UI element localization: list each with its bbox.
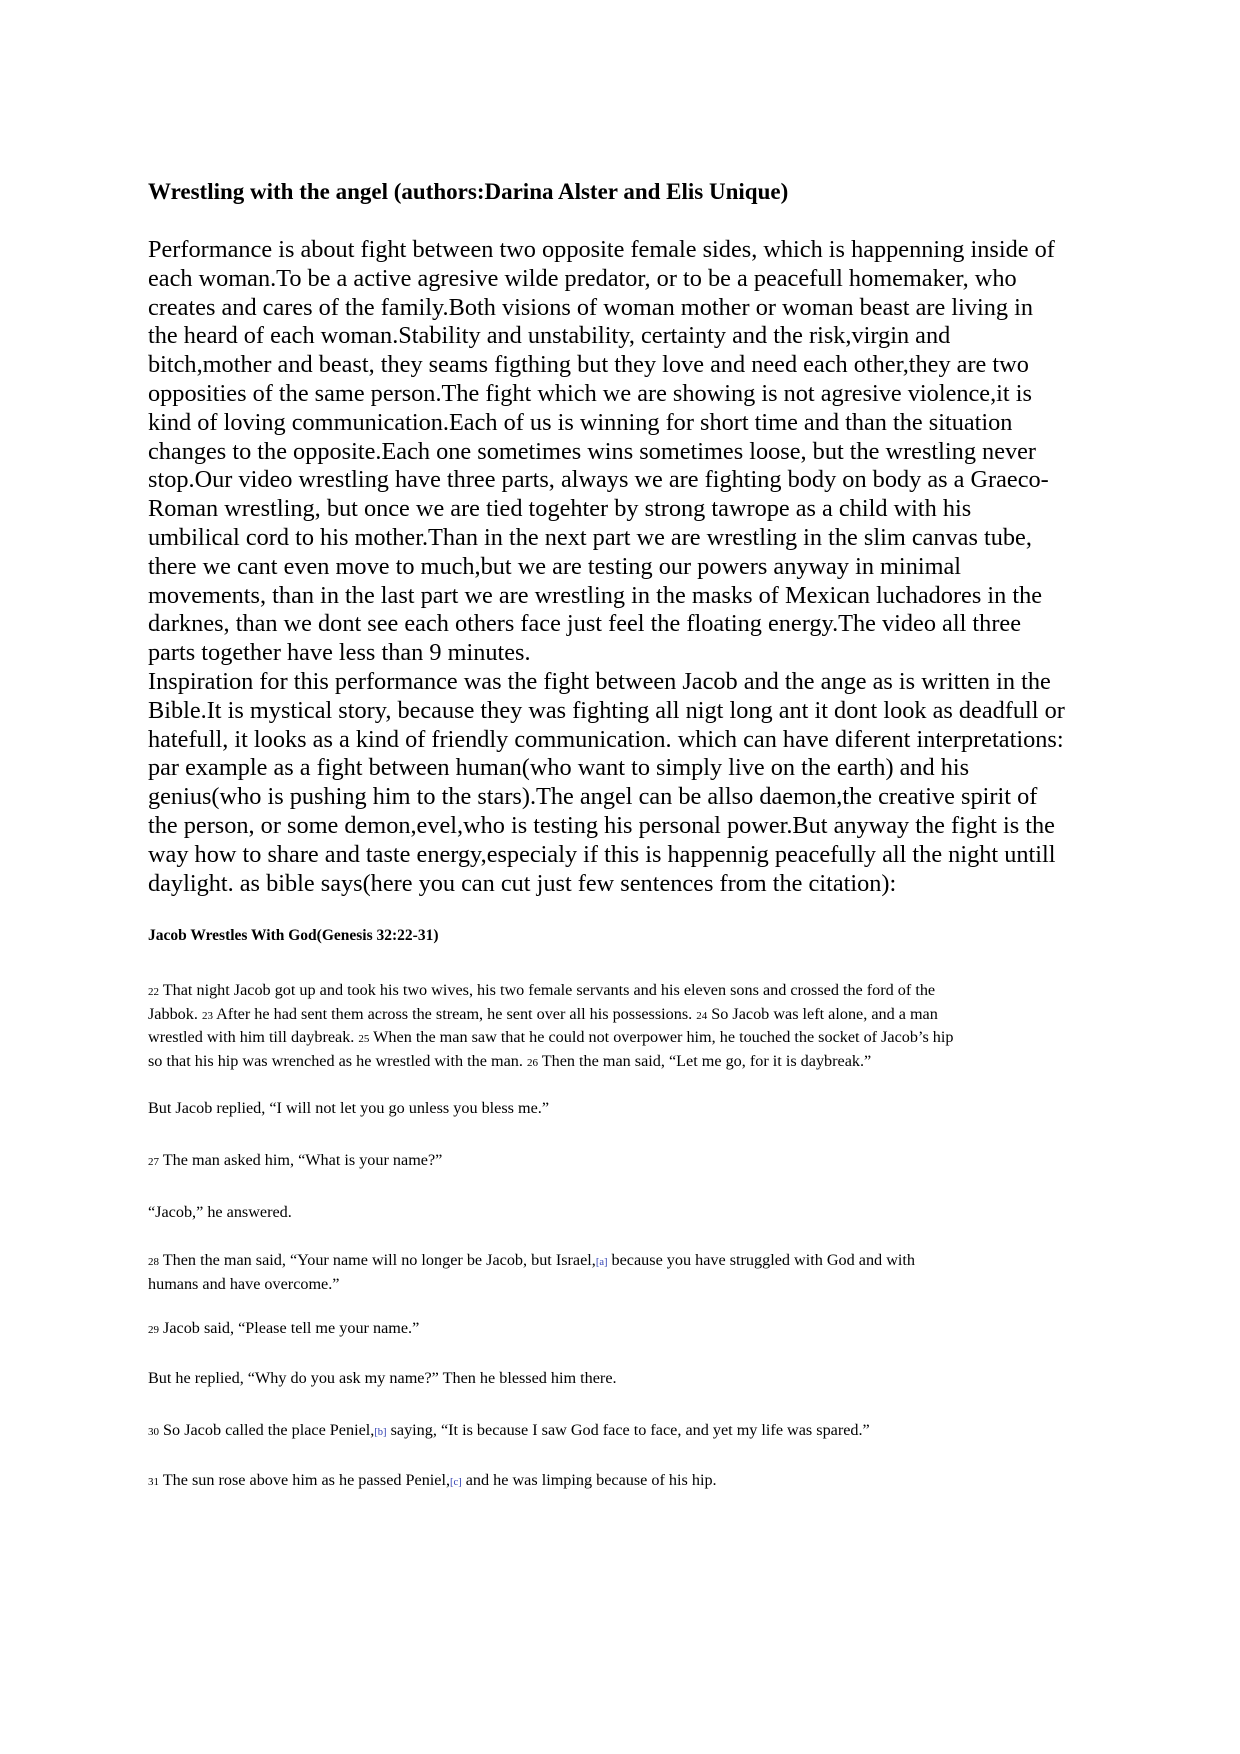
verse-text: wrestled with him till daybreak. xyxy=(148,1028,359,1047)
verse-30 xyxy=(148,1420,1128,1444)
verse-text: Then the man said, “Your name will no longer be Jacob, but Israel, xyxy=(162,1251,596,1269)
body-line: way how to share and taste energy,especialy if this is happennig peacefully all the night untill xyxy=(148,840,1056,868)
verse-text: saying, “It is because I saw God face to face, and yet my life was spared.” xyxy=(386,1421,870,1439)
verse-text: So Jacob was left alone, and a man xyxy=(711,1004,938,1023)
body-line: Bible.It is mystical story, because they was fighting all nigt long ant it dont look as deadfull or xyxy=(148,696,1065,724)
verse-text: Then the man said, “Let me go, for it is daybreak.” xyxy=(541,1051,872,1070)
verse-text: and he was limping because of his hip. xyxy=(461,1471,717,1489)
verse-text: So Jacob called the place Peniel, xyxy=(163,1421,375,1439)
verse-number: 25 xyxy=(358,1033,370,1046)
verse-number: 28 xyxy=(148,1256,159,1268)
body-line: genius(who is pushing him to the stars).The angel can be allso daemon,the creative spirit of xyxy=(148,783,1038,811)
reply-line: But Jacob replied, “I will not let you go unless you bless me.” xyxy=(148,1099,550,1117)
body-line: darknes, than we dont see each others face just feel the floating energy.The video all three xyxy=(148,610,1021,638)
body-line: opposities of the same person.The fight which we are showing is not agresive violence,it is xyxy=(148,379,1032,407)
verse-27 xyxy=(148,1150,1128,1174)
body-text xyxy=(148,236,1128,898)
verse-text: so that his hip was wrenched as he wrestled with the man. xyxy=(148,1051,527,1070)
verse-number: 31 xyxy=(148,1476,159,1488)
scripture-heading: Jacob Wrestles With God(Genesis 32:22-31) xyxy=(148,927,439,944)
verse-text: Jabbok. xyxy=(148,1004,202,1023)
body-line: par example as a fight between human(who want to simply live on the earth) and his xyxy=(148,754,970,782)
verse-text: That night Jacob got up and took his two wives, his two female servants and his eleven sons and crossed the ford of the xyxy=(162,981,936,999)
body-line: kind of loving communication.Each of us is winning for short time and than the situation xyxy=(148,408,1013,436)
body-line: the heard of each woman.Stability and unstability, certainty and the risk,virgin and xyxy=(148,322,951,350)
verse-text: The man asked him, “What is your name?” xyxy=(162,1151,443,1169)
body-line: hatefull, it looks as a kind of friendly communication. which can have diferent interpretations: xyxy=(148,725,1064,753)
verse-text: because you have struggled with God and with xyxy=(607,1251,915,1269)
footnote-link-a[interactable]: [a] xyxy=(595,1257,608,1268)
body-line: there we cant even move to much,but we are testing our powers anyway in minimal xyxy=(148,552,962,580)
body-line: bitch,mother and beast, they seams figthing but they love and need each other,they are two xyxy=(148,351,1029,379)
body-line: stop.Our video wrestling have three parts, always we are fighting body on body as a Graeco- xyxy=(148,466,1049,494)
answer-line: “Jacob,” he answered. xyxy=(148,1203,292,1221)
verse-number: 29 xyxy=(148,1324,159,1336)
verses-22-26 xyxy=(148,980,1128,1074)
verse-28 xyxy=(148,1250,1128,1295)
verse-number: 30 xyxy=(148,1426,159,1438)
verse-text: After he had sent them across the stream, he sent over all his possessions. xyxy=(216,1004,697,1023)
verse-number: 27 xyxy=(148,1156,159,1168)
verse-text: The sun rose above him as he passed Peniel, xyxy=(162,1471,451,1489)
body-line: creates and cares of the family.Both visions of woman mother or woman beast are living in xyxy=(148,293,1034,321)
body-line: movements, than in the last part we are wrestling in the masks of Mexican luchadores in the xyxy=(148,581,1043,609)
footnote-link-c[interactable]: [c] xyxy=(450,1477,462,1488)
document-title: Wrestling with the angel (authors:Darina Alster and Elis Unique) xyxy=(148,179,789,204)
body-line: umbilical cord to his mother.Than in the next part we are wrestling in the slim canvas tube, xyxy=(148,523,1032,551)
verse-number: 26 xyxy=(526,1056,538,1069)
verse-text: When the man saw that he could not overpower him, he touched the socket of Jacob’s hip xyxy=(373,1028,954,1047)
verse-number: 22 xyxy=(148,986,159,998)
body-line: the person, or some demon,evel,who is testing his personal power.But anyway the fight is the xyxy=(148,811,1055,839)
verse-number: 24 xyxy=(696,1009,708,1022)
verse-31 xyxy=(148,1470,1128,1494)
body-line: each woman.To be a active agresive wilde predator, or to be a peacefull homemaker, who xyxy=(148,264,1017,292)
body-line: parts together have less than 9 minutes. xyxy=(148,639,531,667)
body-line: changes to the opposite.Each one sometimes wins sometimes loose, but the wrestling never xyxy=(148,437,1036,465)
body-line: daylight. as bible says(here you can cut just few sentences from the citation): xyxy=(148,869,897,897)
footnote-link-b[interactable]: [b] xyxy=(374,1427,387,1438)
body-line: Roman wrestling, but once we are tied togehter by strong tawrope as a child with his xyxy=(148,495,972,523)
verse-number: 23 xyxy=(201,1009,213,1022)
reply-line-2: But he replied, “Why do you ask my name?” Then he blessed him there. xyxy=(148,1369,617,1387)
verse-text: Jacob said, “Please tell me your name.” xyxy=(163,1319,420,1337)
body-line: Performance is about fight between two opposite female sides, which is happenning inside of xyxy=(148,236,1055,263)
verse-29 xyxy=(148,1318,1128,1342)
verse-text: humans and have overcome.” xyxy=(148,1274,340,1293)
body-line: Inspiration for this performance was the fight between Jacob and the ange as is written in the xyxy=(148,667,1051,695)
